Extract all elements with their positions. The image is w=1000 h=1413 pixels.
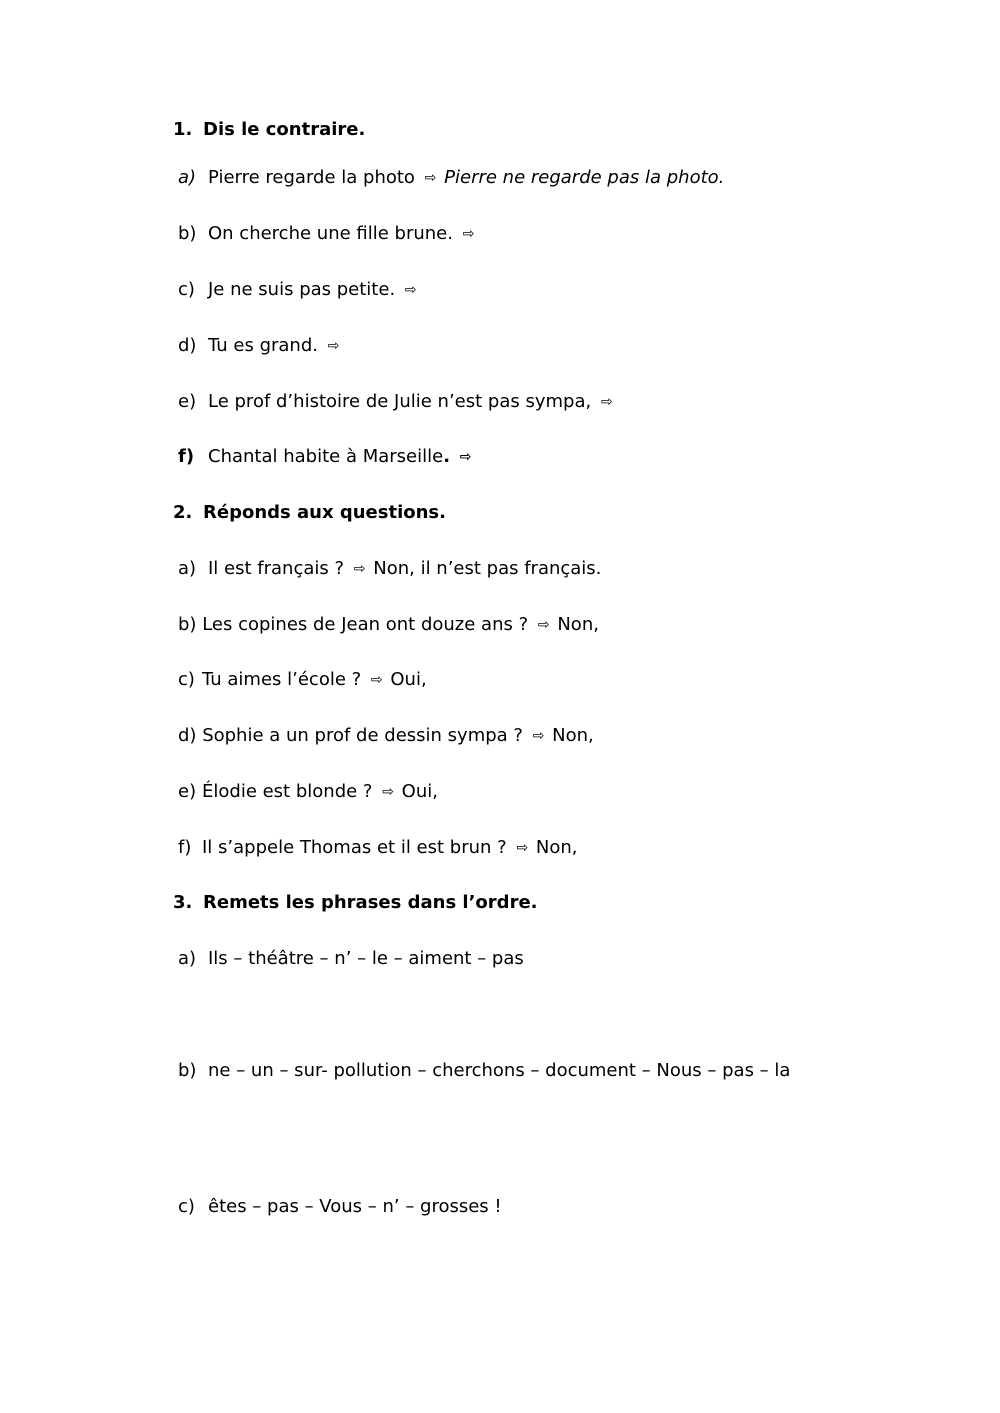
arrow-right-icon: ⇨	[537, 617, 550, 633]
section-2-title: Réponds aux questions.	[203, 502, 446, 523]
item-text: Ils – théâtre – n’ – le – aiment – pas	[208, 948, 524, 969]
item-label: e)	[178, 391, 197, 412]
item-label: a)	[178, 948, 197, 969]
item-answer: Non,	[557, 614, 599, 635]
item-label: b)	[178, 1060, 197, 1081]
section-1-title: Dis le contraire.	[203, 119, 366, 140]
item-label: d)	[178, 725, 197, 746]
item-text: ne – un – sur- pollution – cherchons – document – Nous – pas – la	[208, 1060, 791, 1081]
item-label: a)	[178, 167, 197, 188]
item-label: c)	[178, 279, 195, 300]
item-label: c)	[178, 669, 195, 690]
item-label: b)	[178, 223, 197, 244]
arrow-right-icon: ⇨	[424, 170, 437, 186]
item-answer: Oui,	[401, 781, 438, 802]
arrow-right-icon: ⇨	[353, 561, 366, 577]
arrow-right-icon: ⇨	[327, 338, 340, 354]
item-text: Il est français ?	[208, 558, 345, 579]
item-answer: Non,	[552, 725, 594, 746]
arrow-right-icon: ⇨	[370, 672, 383, 688]
item-answer: Oui,	[390, 669, 427, 690]
item-answer: Pierre ne regarde pas la photo.	[444, 167, 725, 188]
item-period: .	[443, 446, 451, 467]
section-2-number: 2.	[173, 502, 193, 523]
arrow-right-icon: ⇨	[532, 728, 545, 744]
item-text: Tu aimes l’école ?	[202, 669, 362, 690]
item-label: b)	[178, 614, 197, 635]
arrow-right-icon: ⇨	[404, 282, 417, 298]
item-label: e)	[178, 781, 197, 802]
item-answer: Non, il n’est pas français.	[373, 558, 602, 579]
arrow-right-icon: ⇨	[516, 840, 529, 856]
item-label: d)	[178, 335, 197, 356]
item-text: Pierre regarde la photo	[208, 167, 415, 188]
arrow-right-icon: ⇨	[462, 226, 475, 242]
arrow-right-icon: ⇨	[600, 394, 613, 410]
arrow-right-icon: ⇨	[459, 449, 472, 465]
item-text: On cherche une fille brune.	[208, 223, 453, 244]
section-3-title: Remets les phrases dans l’ordre.	[203, 892, 538, 913]
item-text: Il s’appele Thomas et il est brun ?	[202, 837, 507, 858]
item-label: f)	[178, 837, 192, 858]
item-text: Les copines de Jean ont douze ans ?	[202, 614, 529, 635]
item-label: c)	[178, 1196, 195, 1217]
item-text: êtes – pas – Vous – n’ – grosses !	[208, 1196, 502, 1217]
item-answer: Non,	[535, 837, 578, 858]
item-text: Chantal habite à Marseille	[208, 446, 444, 467]
section-1-number: 1.	[173, 119, 193, 140]
item-text: Je ne suis pas petite.	[208, 279, 396, 300]
item-text: Tu es grand.	[208, 335, 318, 356]
section-3-number: 3.	[173, 892, 193, 913]
item-text: Le prof d’histoire de Julie n’est pas sympa,	[208, 391, 592, 412]
item-text: Sophie a un prof de dessin sympa ?	[202, 725, 523, 746]
item-label: f)	[178, 446, 195, 467]
item-label: a)	[178, 558, 197, 579]
item-text: Élodie est blonde ?	[202, 781, 373, 802]
arrow-right-icon: ⇨	[382, 784, 394, 800]
